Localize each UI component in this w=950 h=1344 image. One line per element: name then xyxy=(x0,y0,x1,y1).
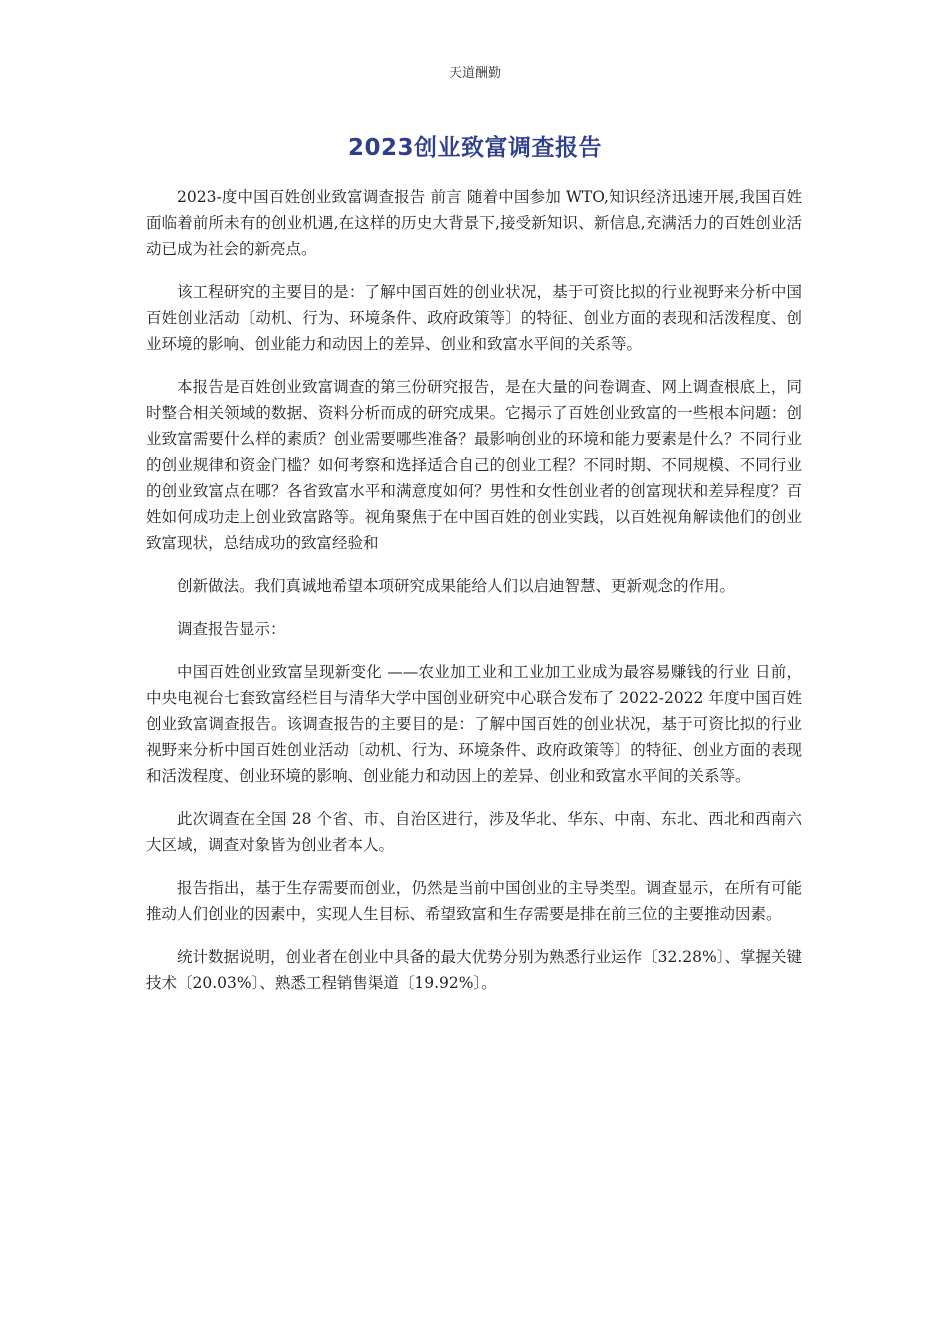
paragraph: 报告指出，基于生存需要而创业，仍然是当前中国创业的主导类型。调查显示，在所有可能推动人们创业的因素中，实现人生目标、希望致富和生存需要是排在前三位的主要推动因素。 xyxy=(146,879,802,923)
paragraph: 创新做法。我们真诚地希望本项研究成果能给人们以启迪智慧、更新观念的作用。 xyxy=(177,577,736,595)
paragraph: 中国百姓创业致富呈现新变化 ——农业加工业和工业加工业成为最容易赚钱的行业 日前，中央电视台七套致富经栏目与清华大学中国创业研究中心联合发布了 2022-2022 年度中国百姓创业致富调查报告。该调查报告的主要目的是：了解中国百姓的创业状况，基于可资比拟的行业视野来分析中国百姓创业活动〔动机、行为、环境条件、政府政策等〕的特征、创业方面的表现和活泼程度、创业环境的影响、创业能力和动因上的差异、创业和致富水平间的关系等。 xyxy=(146,663,802,785)
paragraph: 2023-度中国百姓创业致富调查报告 前言 随着中国参加 WTO,知识经济迅速开展,我国百姓面临着前所未有的创业机遇,在这样的历史大背景下,接受新知识、新信息,充满活力的百姓创业活动已成为社会的新亮点。 xyxy=(146,188,802,258)
paragraph: 此次调查在全国 28 个省、市、自治区进行，涉及华北、华东、中南、东北、西北和西南六大区域，调查对象皆为创业者本人。 xyxy=(146,810,802,854)
paragraph: 本报告是百姓创业致富调查的第三份研究报告，是在大量的问卷调查、网上调查根底上，同时整合相关领域的数据、资料分析而成的研究成果。它揭示了百姓创业致富的一些根本问题：创业致富需要什么样的素质？创业需要哪些准备？最影响创业的环境和能力要素是什么？不同行业的创业规律和资金门槛？如何考察和选择适合自己的创业工程？不同时期、不同规模、不同行业的创业致富点在哪？各省致富水平和满意度如何？男性和女性创业者的创富现状和差异程度？百姓如何成功走上创业致富路等。视角聚焦于在中国百姓的创业实践，以百姓视角解读他们的创业致富现状，总结成功的致富经验和 xyxy=(146,378,802,552)
paragraph: 该工程研究的主要目的是：了解中国百姓的创业状况，基于可资比拟的行业视野来分析中国百姓创业活动〔动机、行为、环境条件、政府政策等〕的特征、创业方面的表现和活泼程度、创业环境的影响、创业能力和动因上的差异、创业和致富水平间的关系等。 xyxy=(146,283,802,353)
paragraph: 统计数据说明，创业者在创业中具备的最大优势分别为熟悉行业运作〔32.28%〕、掌握关键技术〔20.03%〕、熟悉工程销售渠道〔19.92%〕。 xyxy=(146,948,802,992)
document-body xyxy=(146,184,802,1013)
page-header: 天道酬勤 xyxy=(448,66,501,81)
document-title: 2023创业致富调查报告 xyxy=(347,135,602,161)
paragraph: 调查报告显示： xyxy=(177,620,286,638)
